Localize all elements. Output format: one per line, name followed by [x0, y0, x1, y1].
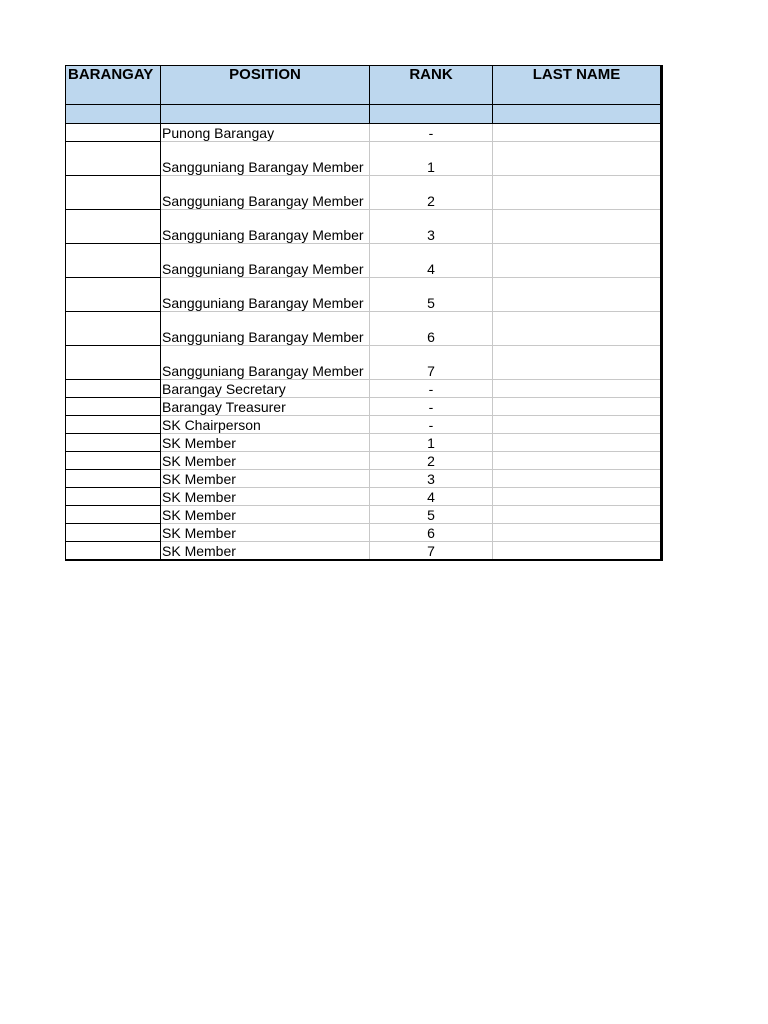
header-blank-row: [66, 105, 662, 124]
table-row: [66, 312, 662, 346]
rank-cell[interactable]: 5: [370, 506, 493, 524]
last-name-cell[interactable]: [493, 398, 662, 416]
rank-cell[interactable]: 3: [370, 470, 493, 488]
rank-cell[interactable]: 7: [370, 346, 493, 380]
barangay-cell[interactable]: [66, 380, 161, 398]
last-name-cell[interactable]: [493, 452, 662, 470]
barangay-cell[interactable]: [66, 488, 161, 506]
rank-cell[interactable]: -: [370, 124, 493, 142]
table-row: [66, 278, 662, 312]
rank-cell[interactable]: -: [370, 416, 493, 434]
barangay-cell[interactable]: [66, 210, 161, 244]
rank-cell[interactable]: 2: [370, 452, 493, 470]
last-name-cell[interactable]: [493, 524, 662, 542]
table-row: [66, 416, 662, 434]
barangay-cell[interactable]: [66, 346, 161, 380]
barangay-cell[interactable]: [66, 278, 161, 312]
last-name-cell[interactable]: [493, 416, 662, 434]
position-cell[interactable]: Sangguniang Barangay Member: [161, 244, 370, 278]
table-row: [66, 506, 662, 524]
table-row: [66, 380, 662, 398]
table-row: [66, 244, 662, 278]
rank-cell[interactable]: 5: [370, 278, 493, 312]
position-cell[interactable]: Sangguniang Barangay Member: [161, 312, 370, 346]
rank-cell[interactable]: 1: [370, 142, 493, 176]
rank-cell[interactable]: -: [370, 380, 493, 398]
rank-cell[interactable]: 6: [370, 524, 493, 542]
last-name-cell[interactable]: [493, 210, 662, 244]
barangay-cell[interactable]: [66, 452, 161, 470]
table-header: [66, 66, 662, 124]
barangay-cell[interactable]: [66, 416, 161, 434]
table-body: [66, 124, 662, 561]
last-name-cell[interactable]: [493, 244, 662, 278]
last-name-cell[interactable]: [493, 346, 662, 380]
column-header-last-name: LAST NAME: [493, 66, 662, 105]
position-cell[interactable]: Sangguniang Barangay Member: [161, 142, 370, 176]
rank-cell[interactable]: 4: [370, 244, 493, 278]
barangay-cell[interactable]: [66, 434, 161, 452]
header-blank-cell[interactable]: [493, 105, 662, 124]
header-row: [66, 66, 662, 105]
barangay-cell[interactable]: [66, 142, 161, 176]
position-cell[interactable]: Sangguniang Barangay Member: [161, 346, 370, 380]
table-row: [66, 398, 662, 416]
position-cell[interactable]: SK Member: [161, 524, 370, 542]
officials-sheet: [65, 65, 661, 561]
last-name-cell[interactable]: [493, 506, 662, 524]
table-row: [66, 524, 662, 542]
barangay-cell[interactable]: [66, 542, 161, 561]
last-name-cell[interactable]: [493, 176, 662, 210]
column-header-position: POSITION: [161, 66, 370, 105]
rank-cell[interactable]: -: [370, 398, 493, 416]
last-name-cell[interactable]: [493, 278, 662, 312]
table-row: [66, 470, 662, 488]
table-row: [66, 452, 662, 470]
header-blank-cell[interactable]: [66, 105, 161, 124]
last-name-cell[interactable]: [493, 488, 662, 506]
barangay-cell[interactable]: [66, 124, 161, 142]
header-blank-cell[interactable]: [161, 105, 370, 124]
position-cell[interactable]: Sangguniang Barangay Member: [161, 210, 370, 244]
last-name-cell[interactable]: [493, 470, 662, 488]
barangay-cell[interactable]: [66, 244, 161, 278]
table-row: [66, 176, 662, 210]
position-cell[interactable]: Barangay Treasurer: [161, 398, 370, 416]
table-row: [66, 488, 662, 506]
position-cell[interactable]: Barangay Secretary: [161, 380, 370, 398]
table-row: [66, 124, 662, 142]
table-row: [66, 210, 662, 244]
barangay-cell[interactable]: [66, 312, 161, 346]
rank-cell[interactable]: 2: [370, 176, 493, 210]
table-row: [66, 142, 662, 176]
last-name-cell[interactable]: [493, 312, 662, 346]
table-row: [66, 542, 662, 561]
position-cell[interactable]: SK Member: [161, 434, 370, 452]
position-cell[interactable]: SK Member: [161, 470, 370, 488]
last-name-cell[interactable]: [493, 434, 662, 452]
barangay-cell[interactable]: [66, 176, 161, 210]
last-name-cell[interactable]: [493, 124, 662, 142]
rank-cell[interactable]: 7: [370, 542, 493, 561]
barangay-cell[interactable]: [66, 470, 161, 488]
barangay-cell[interactable]: [66, 506, 161, 524]
header-blank-cell[interactable]: [370, 105, 493, 124]
position-cell[interactable]: SK Member: [161, 542, 370, 561]
barangay-cell[interactable]: [66, 398, 161, 416]
column-header-rank: RANK: [370, 66, 493, 105]
rank-cell[interactable]: 3: [370, 210, 493, 244]
position-cell[interactable]: SK Chairperson: [161, 416, 370, 434]
barangay-cell[interactable]: [66, 524, 161, 542]
position-cell[interactable]: SK Member: [161, 506, 370, 524]
last-name-cell[interactable]: [493, 542, 662, 561]
rank-cell[interactable]: 6: [370, 312, 493, 346]
position-cell[interactable]: Sangguniang Barangay Member: [161, 278, 370, 312]
column-header-barangay: BARANGAY: [66, 66, 161, 105]
rank-cell[interactable]: 1: [370, 434, 493, 452]
position-cell[interactable]: Punong Barangay: [161, 124, 370, 142]
rank-cell[interactable]: 4: [370, 488, 493, 506]
last-name-cell[interactable]: [493, 380, 662, 398]
position-cell[interactable]: SK Member: [161, 488, 370, 506]
last-name-cell[interactable]: [493, 142, 662, 176]
table-row: [66, 434, 662, 452]
position-cell[interactable]: Sangguniang Barangay Member: [161, 176, 370, 210]
table-row: [66, 346, 662, 380]
officials-table: [65, 65, 663, 561]
position-cell[interactable]: SK Member: [161, 452, 370, 470]
